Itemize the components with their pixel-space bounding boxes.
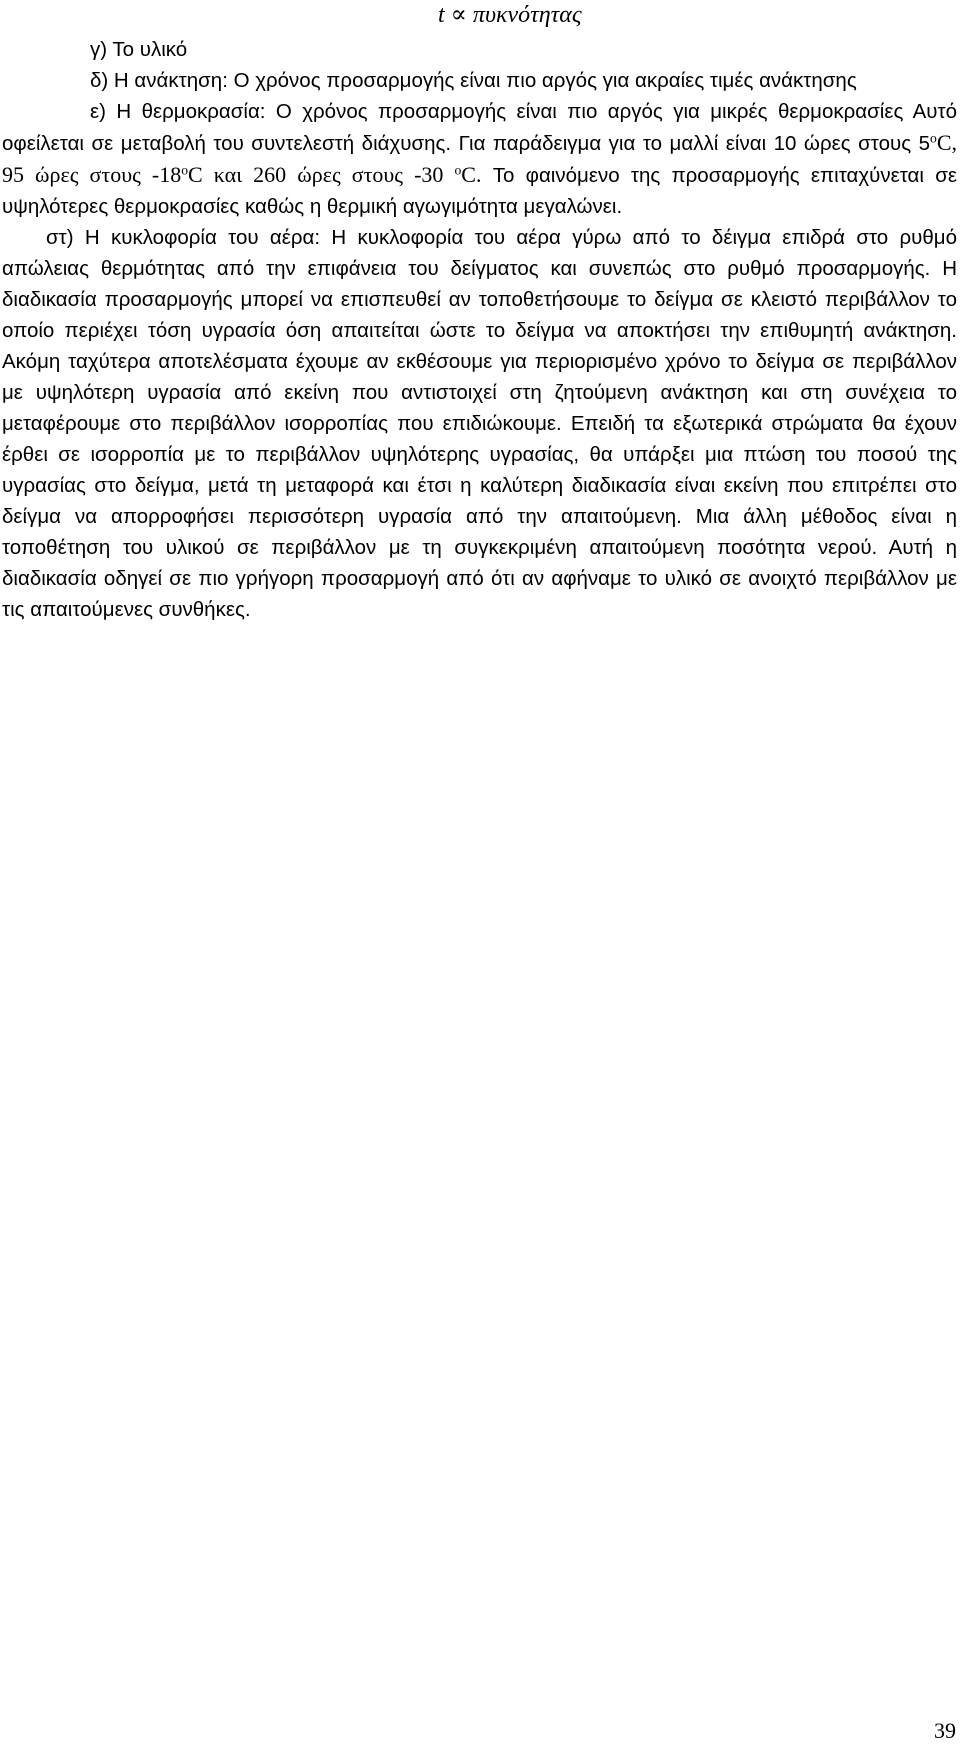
degree-symbol: ο: [454, 162, 462, 178]
temperature-text-1: ε) Η θερμοκρασία: Ο χρόνος προσαρμογής είναι πιο αργός για μικρές θερμοκρασίες Αυτό οφείλεται σε μεταβολή του συντελεστή διάχυσης. Για παράδειγμα για το μαλλί είναι 10 ώρες στους 5: [2, 100, 957, 155]
item-recovery: δ) Η ανάκτηση: Ο χρόνος προσαρμογής είναι πιο αργός για ακραίες τιμές ανάκτησης: [90, 69, 857, 92]
temperature-text-2: Το φαινόμενο της προσαρμογής επιταχύνεται σε υψηλότερες θερμοκρασίες καθώς η θερμική αγωγιμότητα μεγαλώνει.: [2, 164, 957, 218]
page-number: 39: [934, 1718, 956, 1743]
degree-symbol: ο: [181, 162, 189, 178]
degree-symbol: ο: [930, 130, 937, 146]
formula-variable: t: [438, 2, 445, 28]
item-air-circulation: στ) Η κυκλοφορία του αέρα: Η κυκλοφορία του αέρα γύρω από το δέιγμα επιδρά στο ρυθμό απώλειας θερμότητας από την επιφάνεια του δείγματος και συνεπώς στο ρυθμό προσαρμογής. Η διαδικασία προσαρμογής μπορεί να επισπευθεί αν τοποθετήσουμε το δείγμα σε κλειστό περιβάλλον το οποίο περιέχει τόση υγρασία όση απαιτείται ώστε το δείγμα να αποκτήσει την επιθυμητή ανάκτηση. Ακόμη ταχύτερα αποτελέσματα έχουμε αν εκθέσουμε για περιορισμένο χρόνο το δείγμα σε περιβάλλον με υψηλότερη υγρασία από εκείνη που αντιστοιχεί στη ζητούμενη ανάκτηση και στη συνέχεια το μεταφέρουμε στο περιβάλλον ισορροπίας που επιδιώκουμε. Επειδή τα εξωτερικά στρώματα θα έχουν έρθει σε ισορροπία με το περιβάλλον υψηλότερης υγρασίας, θα υπάρξει μια πτώση του ποσού της υγρασίας στο δείγμα, μετά τη μεταφορά και έτσι η καλύτερη διαδικασία είναι εκείνη που επιτρέπει στο δείγμα να απορροφήσει περισσότερη υγρασία από την απαιτούμενη. Μια άλλη μέθοδος είναι η τοποθέτηση του υλικού σε περιβάλλον με τη συγκεκριμένη απαιτούμενη ποσότητα νερού. Αυτή η διαδικασία οδηγεί σε πιο γρήγορη προσαρμογή από ότι αν αφήναμε το υλικό σε ανοιχτό περιβάλλον με τις απαιτούμενες συνθήκες.: [2, 226, 957, 621]
item-material: γ) Το υλικό: [90, 38, 188, 61]
item-temperature: [2, 96, 957, 222]
formula-term: πυκνότητας: [472, 2, 582, 28]
document-body: [2, 34, 957, 625]
proportionality-formula: [438, 0, 582, 30]
temperature-value-1: $^o$C, 95 ώρες στους $-18^oC$ και 260 ώρες στους -30 $^o$C.: [2, 130, 957, 187]
proportional-symbol: ∝: [450, 2, 467, 28]
